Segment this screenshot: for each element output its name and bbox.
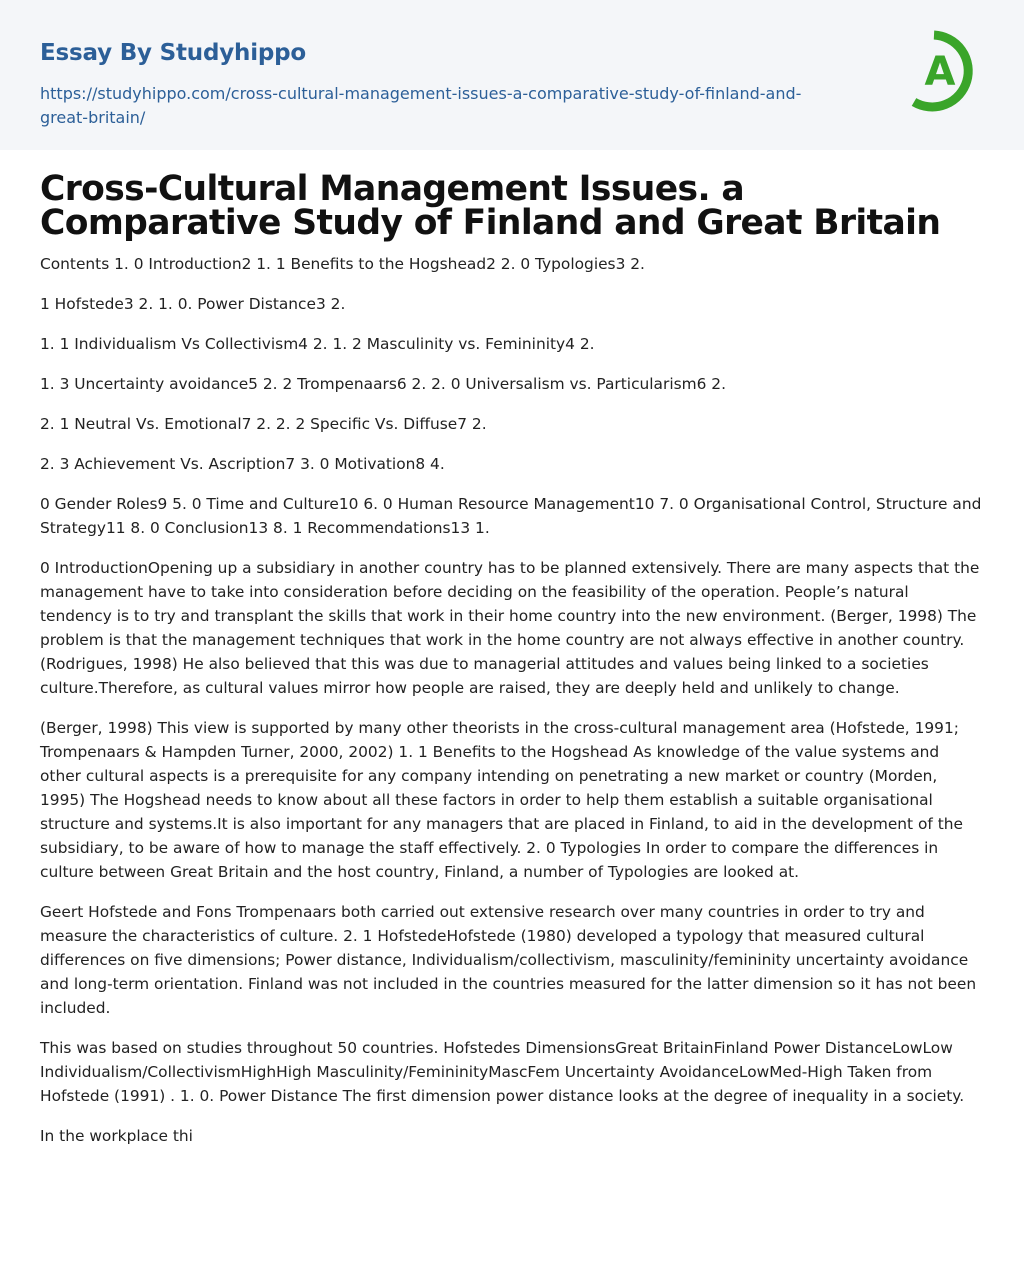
studyhippo-logo-icon[interactable] <box>908 28 988 116</box>
essay-paragraph: (Berger, 1998) This view is supported by many other theorists in the cross-cultural management area (Hofstede, 1991; Trompenaars & Hampden Turner, 2000, 2002) 1. 1 Benefits to the Hogshead As knowledge of the value systems and other cultural aspects is a prerequisite for any company intending on penetrating a new market or country (Morden, 1995) The Hogshead needs to know about all these factors in order to help them establish a suitable organisational structure and systems.It is also important for any managers that are placed in Finland, to aid in the development of the subsidiary, to be aware of how to manage the staff effectively. 2. 0 Typologies In order to compare the differences in culture between Great Britain and the host country, Finland, a number of Typologies are looked at. <box>40 719 963 881</box>
essay-paragraph: 1 Hofstede3 2. 1. 0. Power Distance3 2. <box>40 295 346 313</box>
essay-paragraph: In the workplace thi <box>40 1127 193 1145</box>
brand-title[interactable]: Essay By Studyhippo <box>40 40 307 66</box>
essay-title: Cross-Cultural Management Issues. a Comparative Study of Finland and Great Britain <box>40 169 941 243</box>
essay-url-link[interactable]: https://studyhippo.com/cross-cultural-management-issues-a-comparative-study-of-finland-and-great-britain/ <box>40 84 802 127</box>
essay-paragraph: 1. 1 Individualism Vs Collectivism4 2. 1. 2 Masculinity vs. Femininity4 2. <box>40 335 595 353</box>
essay-content <box>0 150 1024 1148</box>
site-header <box>0 0 1024 150</box>
essay-paragraph: Geert Hofstede and Fons Trompenaars both carried out extensive research over many countries in order to try and measure the characteristics of culture. 2. 1 HofstedeHofstede (1980) developed a typology that measured cultural differences on five dimensions; Power distance, Individualism/collectivism, masculinity/femininity uncertainty avoidance and long-term orientation. Finland was not included in the countries measured for the latter dimension so it has not been included. <box>40 903 977 1017</box>
essay-paragraph: This was based on studies throughout 50 countries. Hofstedes DimensionsGreat BritainFinland Power DistanceLowLow Individualism/CollectivismHighHigh Masculinity/FemininityMascFem Uncertainty AvoidanceLowMed-High Taken from Hofstede (1991) . 1. 0. Power Distance The first dimension power distance looks at the degree of inequality in a society. <box>40 1039 965 1105</box>
logo-letter: A <box>924 49 956 95</box>
essay-paragraph: Contents 1. 0 Introduction2 1. 1 Benefits to the Hogshead2 2. 0 Typologies3 2. <box>40 255 645 273</box>
essay-paragraph: 0 IntroductionOpening up a subsidiary in another country has to be planned extensively. There are many aspects that the management have to take into consideration before deciding on the feasibility of the operation. People’s natural tendency is to try and transplant the skills that work in their home country into the new environment. (Berger, 1998) The problem is that the management techniques that work in the home country are not always effective in another country. (Rodrigues, 1998) He also believed that this was due to managerial attitudes and values being linked to a societies culture.Therefore, as cultural values mirror how people are raised, they are deeply held and unlikely to change. <box>40 559 980 697</box>
essay-paragraph: 2. 3 Achievement Vs. Ascription7 3. 0 Motivation8 4. <box>40 455 445 473</box>
essay-paragraph: 2. 1 Neutral Vs. Emotional7 2. 2. 2 Specific Vs. Diffuse7 2. <box>40 415 487 433</box>
essay-paragraph: 0 Gender Roles9 5. 0 Time and Culture10 6. 0 Human Resource Management10 7. 0 Organisational Control, Structure and Strategy11 8. 0 Conclusion13 8. 1 Recommendations13 1. <box>40 495 982 537</box>
essay-paragraph: 1. 3 Uncertainty avoidance5 2. 2 Trompenaars6 2. 2. 0 Universalism vs. Particularism6 2. <box>40 375 726 393</box>
